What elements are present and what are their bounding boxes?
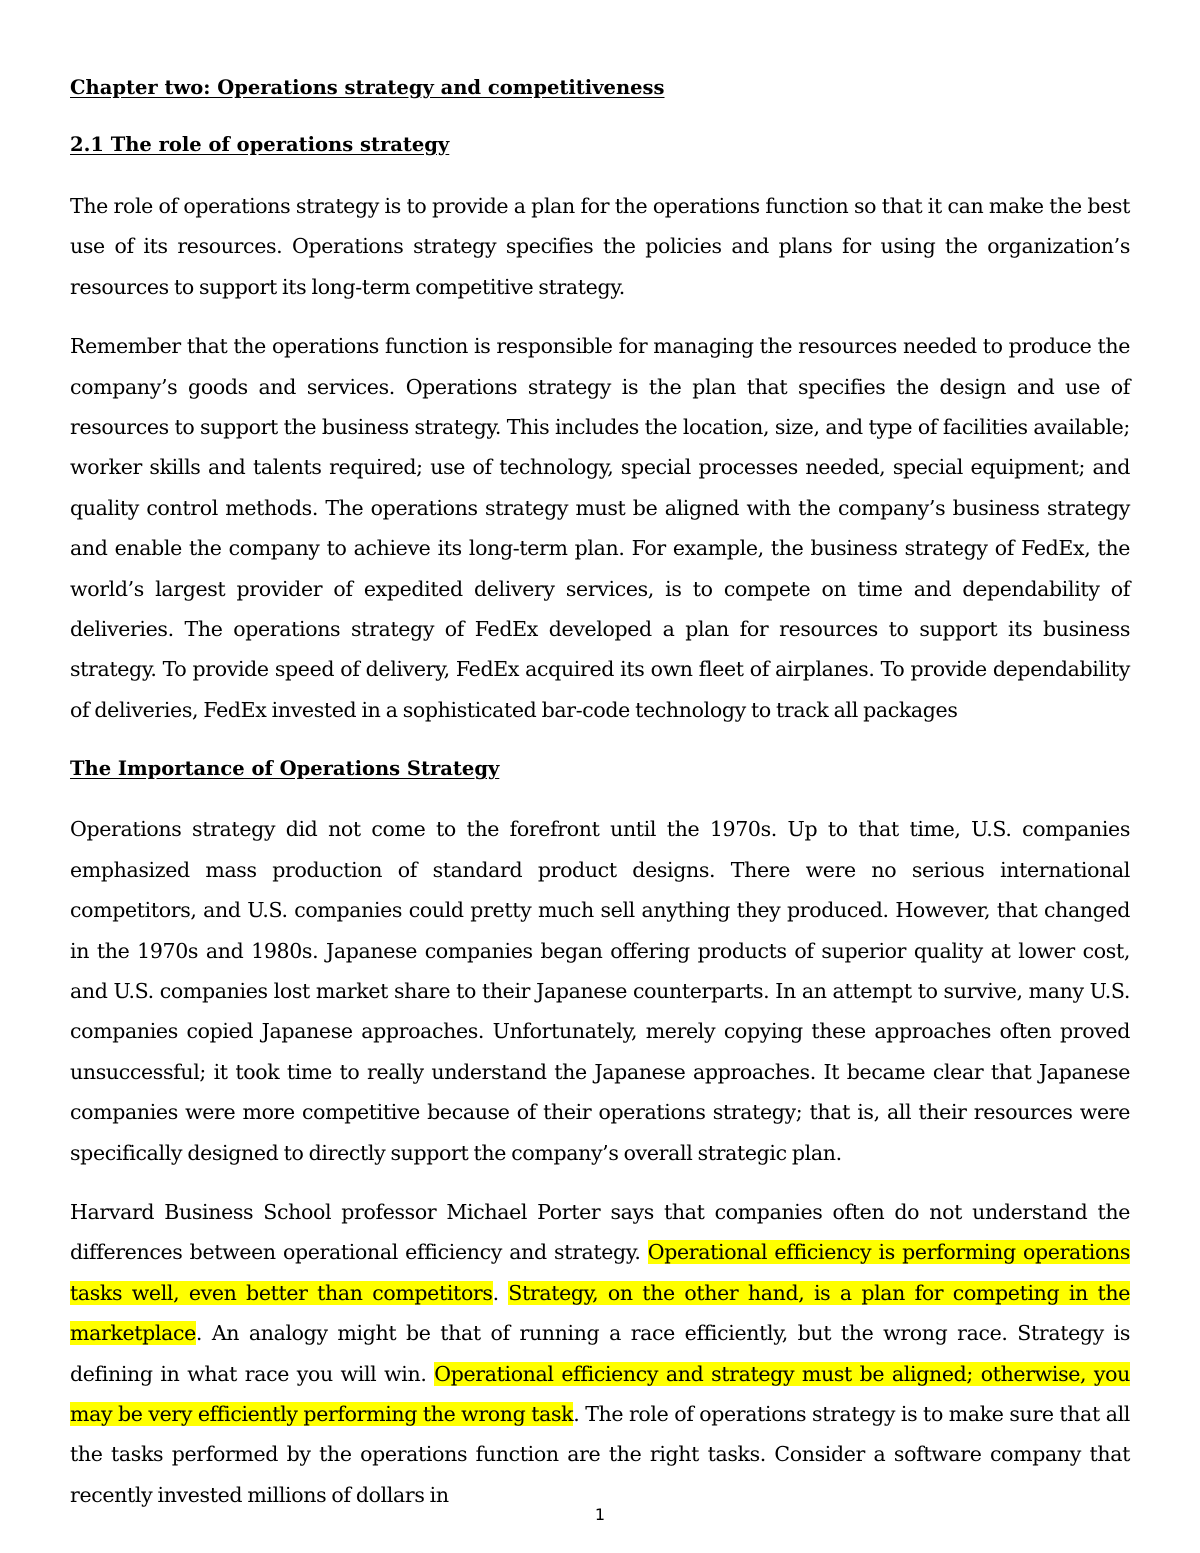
paragraph-role-of-operations-strategy: The role of operations strategy is to provide a plan for the operations function so that it can make the best use of its resources. Operations strategy specifies the policies and plans for using the organization’s resources to support its long-term competitive strategy. <box>70 194 1130 299</box>
section-title: 2.1 The role of operations strategy <box>70 133 450 156</box>
porter-text-4: . The role of operations strategy is to make sure that all the tasks performed by the operations function are the right tasks. Consider a software company that recently invested millions of dollars in <box>70 1401 1131 1507</box>
subheading-importance: The Importance of Operations Strategy <box>70 757 500 781</box>
highlight-strategy-definition: Strategy, on the other hand, is a plan for competing in the marketplace <box>70 1280 1130 1346</box>
porter-text-2: . <box>492 1280 509 1305</box>
paragraph-porter <box>70 1192 1130 1515</box>
chapter-title: Chapter two: Operations strategy and competitiveness <box>70 76 665 99</box>
porter-text-3: . An analogy might be that of running a race efficiently, but the wrong race. Strategy is defining in what race you will win. <box>70 1321 1130 1386</box>
highlight-alignment: Operational efficiency and strategy must be aligned; otherwise, you may be very efficiently performing the wrong task <box>70 1361 1130 1426</box>
paragraph-operations-function: Remember that the operations function is responsible for managing the resources needed to produce the company’s goods and services. Operations strategy is the plan that specifies the design and use of resources to support the business strategy. This includes the location, size, and type of facilities available; worker skills and talents required; use of technology, special processes needed, special equipment; and quality control methods. The operations strategy must be aligned with the company’s business strategy and enable the company to achieve its long-term plan. For example, the business strategy of FedEx, the world’s largest provider of expedited delivery services, is to compete on time and dependability of deliveries. The operations strategy of FedEx developed a plan for resources to support its business strategy. To provide speed of delivery, FedEx acquired its own fleet of airplanes. To provide dependability of deliveries, FedEx invested in a sophisticated bar-code technology to track all packages <box>70 334 1130 722</box>
porter-text-1: Harvard Business School professor Michael Porter says that companies often do not understand the differences between operational efficiency and strategy. <box>70 1199 1130 1265</box>
page-number: 1 <box>594 1505 606 1524</box>
highlight-operational-efficiency: Operational efficiency is performing operations tasks well, even better than competitors <box>70 1240 1131 1305</box>
paragraph-history: Operations strategy did not come to the forefront until the 1970s. Up to that time, U.S. companies emphasized mass production of standard product designs. There were no serious international competitors, and U.S. companies could pretty much sell anything they produced. However, that changed in the 1970s and 1980s. Japanese companies began offering products of superior quality at lower cost, and U.S. companies lost market share to their Japanese counterparts. In an attempt to survive, many U.S. companies copied Japanese approaches. Unfortunately, merely copying these approaches often proved unsuccessful; it took time to really understand the Japanese approaches. It became clear that Japanese companies were more competitive because of their operations strategy; that is, all their resources were specifically designed to directly support the company’s overall strategic plan. <box>70 817 1130 1165</box>
document-body <box>70 68 1130 1515</box>
